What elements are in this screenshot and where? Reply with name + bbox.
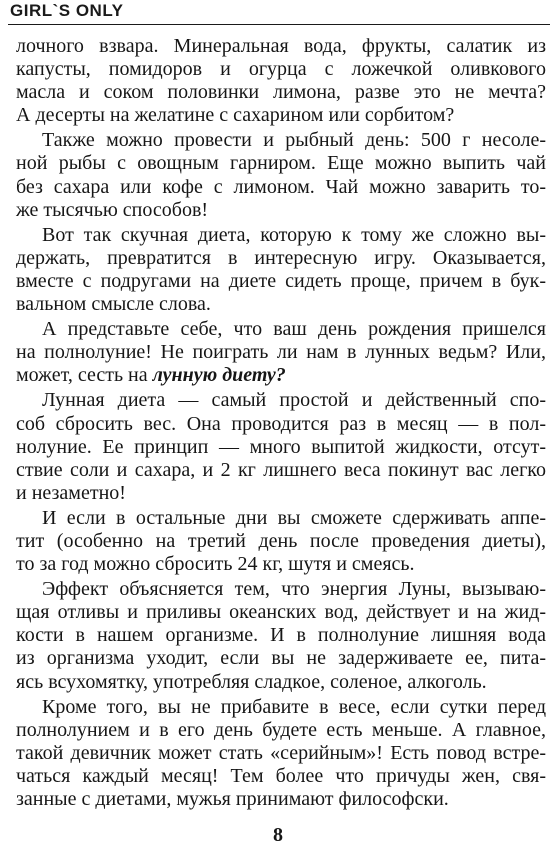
header-rule	[8, 24, 550, 25]
text-line: вальном смысле слова.	[16, 293, 211, 316]
text-line: кости в нашем организме. И в полнолуние лишняя вода	[16, 624, 546, 647]
text-line: капусты, помидоров и огурца с ложечкой оливкового	[16, 58, 546, 81]
emphasized-term: лунную диету?	[152, 364, 286, 387]
running-head: GIRL`S ONLY	[10, 1, 124, 20]
text-line: щая отливы и приливы океанских вод, действует и на жид-	[16, 601, 546, 624]
text-line: такой девичник может стать «серийным»! Есть повод встре-	[16, 741, 546, 764]
text-line: то за год можно сбросить 24 кг, шутя и смеясь.	[16, 553, 415, 576]
text-line: Эффект объясняется тем, что энергия Луны, вызываю-	[42, 578, 546, 601]
text-line: занные с диетами, мужья принимают философски.	[16, 788, 449, 810]
text-line: из организма уходит, если вы не задерживаете ее, пита-	[16, 647, 546, 670]
text-line: вместе с подругами на диете сидеть проще, причем в бук-	[16, 269, 546, 292]
text-line: А представьте себе, что ваш день рождения пришелся	[42, 318, 546, 341]
text-line: И если в остальные дни вы сможете сдерживать аппе-	[42, 506, 546, 529]
text-line: чаться каждый месяц! Тем более что причуды жен, свя-	[16, 764, 546, 787]
text-line: полнолунием и в его день будете есть меньше. А главное,	[16, 718, 546, 741]
text-line: Вот так скучная диета, которую к тому же сложно вы-	[42, 223, 546, 246]
page-number: 8	[273, 824, 283, 846]
text-line: на полнолуние! Не поиграть ли нам в лунных ведьм? Или,	[16, 341, 546, 364]
text-line: ствие соли и сахара, и 2 кг лишнего веса покинут вас легко	[16, 458, 546, 481]
text-line: держать, превратится в интересную игру. Оказывается,	[16, 246, 546, 269]
text-line: соб сбросить вес. Она проводится раз в месяц — в пол-	[16, 412, 546, 435]
text-line	[16, 364, 546, 387]
text-line: лочного взвара. Минеральная вода, фрукты, салатик из	[16, 35, 546, 57]
text-line: и незаметно!	[16, 481, 126, 504]
text-line: нолуние. Ее принцип — много выпитой жидкости, отсут-	[16, 435, 546, 458]
text-line: тит (особенно на третий день после проведения диеты),	[16, 529, 546, 552]
text-line: Кроме того, вы не прибавите в весе, если сутки перед	[42, 695, 546, 718]
text-line: без сахара или кофе с лимоном. Чай можно заварить то-	[16, 175, 546, 198]
body-text	[16, 35, 546, 811]
text-line: ясь всухомятку, употребляя сладкое, соленое, алкоголь.	[16, 670, 487, 693]
text-line: масла и соком половинки лимона, разве это не мечта?	[16, 81, 546, 104]
text-line: же тысячью способов!	[16, 198, 209, 221]
text-fragment: может, сесть на	[16, 364, 153, 387]
text-line: Лунная диета — самый простой и действенный спо-	[42, 389, 546, 412]
text-line: ной рыбы с овощным гарниром. Еще можно выпить чай	[16, 152, 546, 175]
text-line: Также можно провести и рыбный день: 500 г несоле-	[42, 129, 546, 152]
text-line: А десерты на желатине с сахарином или сорбитом?	[16, 104, 455, 127]
